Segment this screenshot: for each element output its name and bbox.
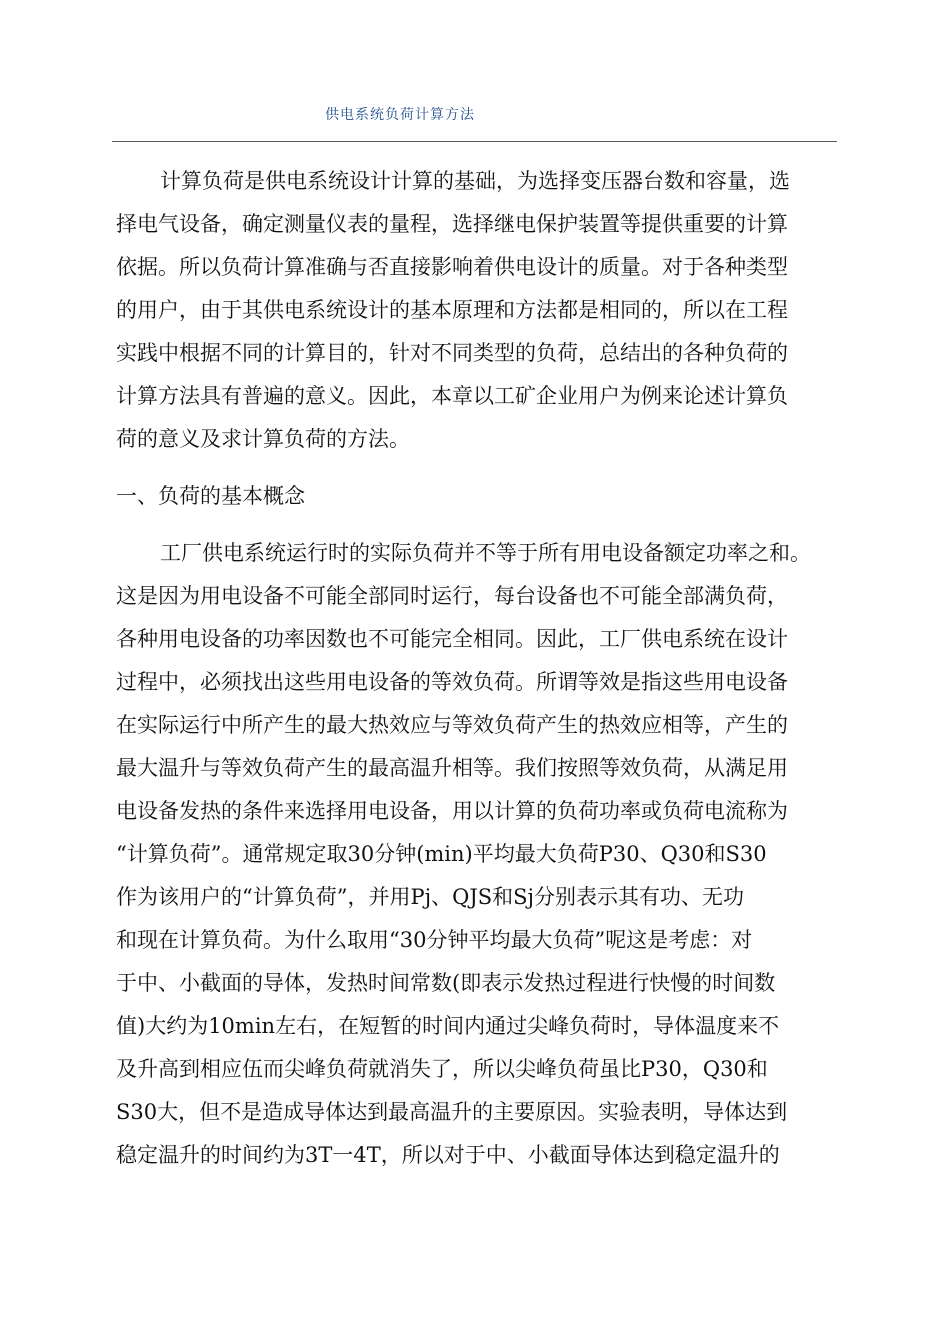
section-heading: 一、负荷的基本概念 — [116, 484, 305, 508]
text-line: 电设备发热的条件来选择用电设备，用以计算的负荷功率或负荷电流称为 — [116, 799, 788, 823]
running-header: 供电系统负荷计算方法 — [325, 107, 475, 123]
text-line: S30大，但不是造成导体达到最高温升的主要原因。实验表明，导体达到 — [116, 1100, 788, 1124]
text-line: 作为该用户的“计算负荷”，并用Pj、QJS和Sj分别表示其有功、无功 — [116, 885, 745, 909]
text-line: 依据。所以负荷计算准确与否直接影响着供电设计的质量。对于各种类型 — [116, 255, 788, 279]
text-line: 和现在计算负荷。为什么取用“30分钟平均最大负荷”呢这是考虑：对 — [116, 928, 753, 952]
text-line: 计算方法具有普遍的意义。因此，本章以工矿企业用户为例来论述计算负 — [116, 384, 788, 408]
text-line: 实践中根据不同的计算目的，针对不同类型的负荷，总结出的各种负荷的 — [116, 341, 788, 365]
text-line: 各种用电设备的功率因数也不可能完全相同。因此，工厂供电系统在设计 — [116, 627, 788, 651]
text-line: 值)大约为10min左右，在短暂的时间内通过尖峰负荷时，导体温度来不 — [116, 1014, 780, 1038]
paragraph-intro — [116, 160, 841, 461]
paragraph-load-concept — [116, 532, 841, 1177]
header-divider — [112, 141, 837, 142]
text-line: 最大温升与等效负荷产生的最高温升相等。我们按照等效负荷，从满足用 — [116, 756, 788, 780]
text-line: 择电气设备，确定测量仪表的量程，选择继电保护装置等提供重要的计算 — [116, 212, 788, 236]
text-line: 及升高到相应伍而尖峰负荷就消失了，所以尖峰负荷虽比P30，Q30和 — [116, 1057, 768, 1081]
text-line: 的用户，由于其供电系统设计的基本原理和方法都是相同的，所以在工程 — [116, 298, 788, 322]
text-line: 计算负荷是供电系统设计计算的基础，为选择变压器台数和容量，选 — [160, 169, 790, 193]
text-line: 这是因为用电设备不可能全部同时运行，每台设备也不可能全部满负荷， — [116, 584, 788, 608]
text-line: 在实际运行中所产生的最大热效应与等效负荷产生的热效应相等，产生的 — [116, 713, 788, 737]
text-line: 荷的意义及求计算负荷的方法。 — [116, 427, 410, 451]
text-line: 工厂供电系统运行时的实际负荷并不等于所有用电设备额定功率之和。 — [160, 541, 811, 565]
document-body — [116, 160, 841, 1177]
text-line: 过程中，必须找出这些用电设备的等效负荷。所谓等效是指这些用电设备 — [116, 670, 788, 694]
text-line: 稳定温升的时间约为3T一4T，所以对于中、小截面导体达到稳定温升的 — [116, 1143, 780, 1167]
text-line: 于中、小截面的导体，发热时间常数(即表示发热过程进行快慢的时间数 — [116, 971, 776, 995]
text-line: “计算负荷”。通常规定取30分钟(min)平均最大负荷P30、Q30和S30 — [116, 842, 767, 866]
